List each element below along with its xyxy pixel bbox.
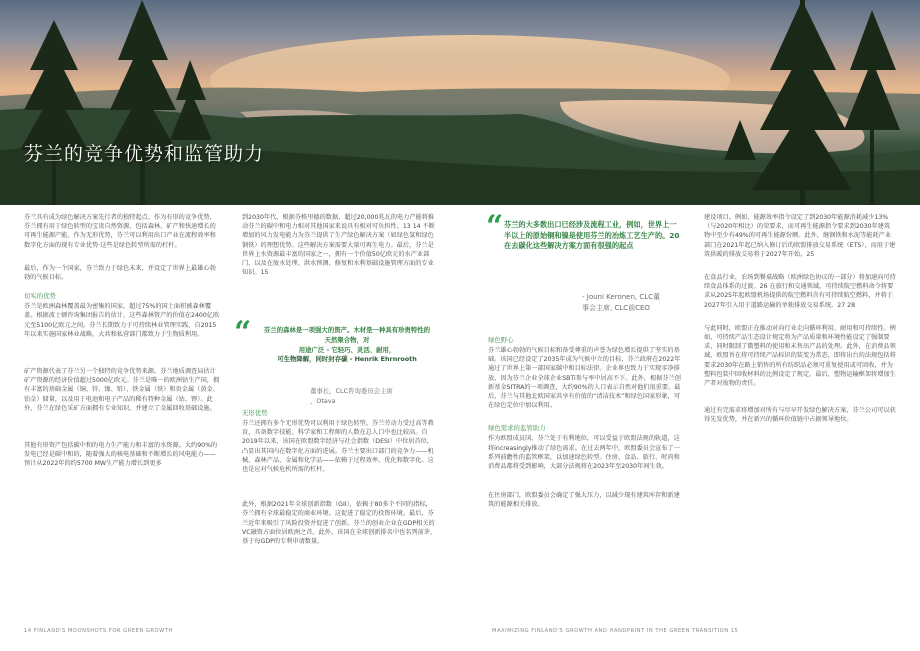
eu-regulation-paragraph: 作为欧盟成员国，芬兰处于有利地位，可以受益于欧盟法规的轨道，这将increasingly推动了绿色需求。在过去两年中，欧盟委员会宣布了一系列前瞻性的监管框架，以加速绿色转型。住房、食品、旅行、时尚和消费品都将受到影响，大部分法规将在2023年至2030年间生效。 xyxy=(488,435,680,471)
hero-landscape-illustration xyxy=(0,0,920,205)
right-column-1 xyxy=(488,336,684,516)
attribution-line-2: ，Otava xyxy=(310,397,336,405)
forest-quote-line-2: 用途广泛 - 它轻巧、灵活、耐用， xyxy=(298,345,396,354)
forest-quote-attribution xyxy=(310,386,440,406)
quote-mark-icon: “ xyxy=(234,315,252,350)
water-paragraph: 到2030年代，根据芬格里德的数据，超过20,000兆瓦的电力产能将推动芬兰的碳中和电力相对其他国家来说具有相对可负担性。13 14 不断增加的风力发电能力为芬兰提供了生产绿色解决方案（如绿色氢和绿色钢铁）的理想优势。这些解决方案需要大量可再生电力。最后，芬兰是世界上水资源最丰富的国家之一，拥有一个价值50亿欧元的水产业部门，以及在废水处理、洪水预测、修复和水利基础设施管理方面的专业知识。15 xyxy=(242,214,435,277)
ambition-paragraph: 芬兰雄心勃勃的气候目标和备受尊重的声誉为绿色增长提供了坚实的基础。该国已经设定了2035年成为气候中立的目标，芬兰政府在2022年通过了世界上第一部国家碳中和目标法律。企业界也致力于实现零净排放，因为芬兰企业全球企业SBTi参与率中居高不下。此外，根据芬兰创新基金SITRA的一项调查，大约90%的人口表示自然对他们很重要。最后，芬兰与其他北欧国家共享有价值的“清洁技术”和绿色国家形象，可在绿色定位中加以利用。 xyxy=(488,347,681,410)
page-title: 芬兰的竞争优势和监管助力 xyxy=(24,143,265,165)
green-ambition-heading: 绿色野心 xyxy=(488,336,514,344)
hero-landscape-photo xyxy=(0,0,920,205)
intangible-paragraph: 芬兰还拥有多个无形优势可以利用于绿色转型。芬兰劳动力受过高等教育，具备数字技能、科学家和工程师的人数在总人口中也比较高。自2019年以来，该国在欧盟数字经济与社会指数（DESI）中位居首位，凸显出其国内在数字化方面的进展。芬兰主要出口部门的竞争力——机械、森林产品、金属和化学品——依赖于过程效率、优化和数字化。这也是应对气候危机所需的杠杆。 xyxy=(242,420,434,474)
right-column-2 xyxy=(704,213,896,431)
innovation-paragraph: 此外，根据2021年全球创新指数（GII），依赖于80多个不同的指标，芬兰拥有全球最稳定的商业环境。这促进了稳定的投资环境。最后，芬兰近年来吸引了风险投资并促进了创新。芬兰的创业企业在GDP相关的VC融资方面位居欧洲之首。此外，该国在全球创新排名中也名列前茅，基于每GDP的专利申请数量。 xyxy=(242,501,437,546)
circularity-paragraph: 与此同时，欧盟正在推动对向行业走向循环利用、耐用和可持续性。例如，可持续产品生态设计规定将为产品质量和环境性能设定了强制要求，同时限制了微塑料的使用和未售出产品的处理。此外，在消费品领域，欧盟旨在将可持续产品标识的装变为常态，即将出台的法规包括将要求2030年在路上销售的所有纺织品必须可重复使用或可回收，并为塑料包装中回收材料的比例设定了规定。最后，塑物运输框架将增加生产者对废物的责任。 xyxy=(704,324,896,388)
forest-paragraph: 芬兰是欧洲森林覆盖最为密集的国家，超过75%的国土面积被森林覆盖。根据波士顿咨询集团报告的估计，这些森林资产的价值在2400亿欧元至5100亿欧元之间。芬兰长期致力于可持续林业管理实践，自2015年以来实施国家林业战略，大共和私营部门都致力于生物质利用。 xyxy=(24,303,220,338)
left-column-2-lower xyxy=(242,409,438,552)
food-travel-paragraph: 在食品行业，农场到餐桌战略（欧洲绿色协议的一部分）将加速向可持续食品体系的过渡。26 在旅行和交通领域，可持续航空燃料命令将要求从2025年起欧盟机场提供的航空燃料含有可持续航空燃料，并将于2027年引入用于道路运输的单独排放交易系统。27 28 xyxy=(704,274,896,309)
attribution-line-2b: 事会主席, CLC前CEO xyxy=(582,304,650,312)
energy-paragraph: 其他有形资产包括碳中和的电力生产能力和丰富的水资源。大约90%的发电已经是碳中和的，随着强大的核电基础和不断增长的风电能力——预计从2022年的约5700 MW生产能力增长到更多 xyxy=(24,442,218,468)
quote-mark-icon-2: “ xyxy=(486,209,504,244)
mineral-paragraph: 矿产资源代表了芬兰另一个独特的竞争优势来源。芬兰地质调查局估计矿产资源的经济价值超过5000亿欧元。芬兰是唯一的欧洲钴生产国，拥有丰富的基础金属（铜、锌、镍、铅）、铁金属（铁）和贵金属（黄金、铂金）储量，以及用于电池和电子产品的稀有特种金属（钴、锂）。此外，芬兰在绿色采矿方面拥有专业知识，并建立了金属回收基础设施。 xyxy=(24,368,220,412)
process-industry-quote: 芬兰的大多数出口已经涉及流程工业，例如，世界上一半以上的原始铜和镍是使用芬兰的冶炼工艺生产的。20 在去碳化这些解决方案方面有很强的起点 xyxy=(504,220,680,250)
intangible-advantages-heading: 无形优势 xyxy=(242,409,268,417)
forest-quote-line-1: 芬兰的森林是一项强大的资产。木材是一种具有珍贵特性的天然聚合物，对 xyxy=(263,326,431,344)
forest-quote xyxy=(262,326,432,365)
left-column-1 xyxy=(24,213,220,475)
housing-paragraph: 在住房部门，欧盟委员会确定了强大压力，以减少现有建筑库存和新建筑的能源相关排放。 xyxy=(488,492,680,509)
attribution-line-1b: - Jouni Keronen, CLC董 xyxy=(582,293,661,301)
first-mover-paragraph: 通过有完需求将增加对所有与尽早开发绿色解决方案，芬兰公司可以获得先发优势，并在新兴的循环价值链中占据领导地位。 xyxy=(704,407,896,424)
commitment-paragraph: 最后，作为一个国家，芬兰致力于绿色未来，并设定了世界上最雄心勃勃的气候目标。 xyxy=(24,264,216,282)
building-projects-paragraph: 建设项目。例如，能源效率指令设定了到2030年能源消耗减少13%（与2020年相比）的荣要求，而可再生能源指令要求到2030年建筑物中至少有49%的可再生能源份额。此外，继钢铁和水泥等能耗产业部门在2021年起已纳入修订后的欧盟排放交易系统（ETS），而用于建筑供暖的排放交易将于2027年开始。25 xyxy=(704,214,896,258)
forest-quote-line-3: 可生物降解，同时封存碳 - Henrik Ehrnrooth xyxy=(277,355,417,364)
right-footer: MAXIMIZING FINLAND'S GROWTH AND HANDPRINT IN THE GREEN TRANSITION 15 xyxy=(492,628,739,634)
process-quote-attribution xyxy=(582,292,682,314)
attribution-line-1: 董事长，CLC咨询委员会主席 xyxy=(310,387,393,395)
green-demand-heading: 绿色需求的监管助力 xyxy=(488,424,546,433)
left-column-2 xyxy=(242,213,438,283)
intro-paragraph: 芬兰具有成为绿色解决方案先行者的独特起点。作为有形的竞争优势，芬兰拥有用于绿色转型的宝贵自然资源，包括森林、矿产和快速增长的可再生能源产能。作为无形优势，芬兰可以利用出口产业在流程效率和数字化方面的现有专业优势·这些是绿色转型所需的杠杆。 xyxy=(24,214,216,249)
tangible-advantages-heading: 切实的优势 xyxy=(24,292,56,301)
left-footer: 14 FINLAND'S MOONSHOTS FOR GREEN GROWTH xyxy=(24,628,173,634)
